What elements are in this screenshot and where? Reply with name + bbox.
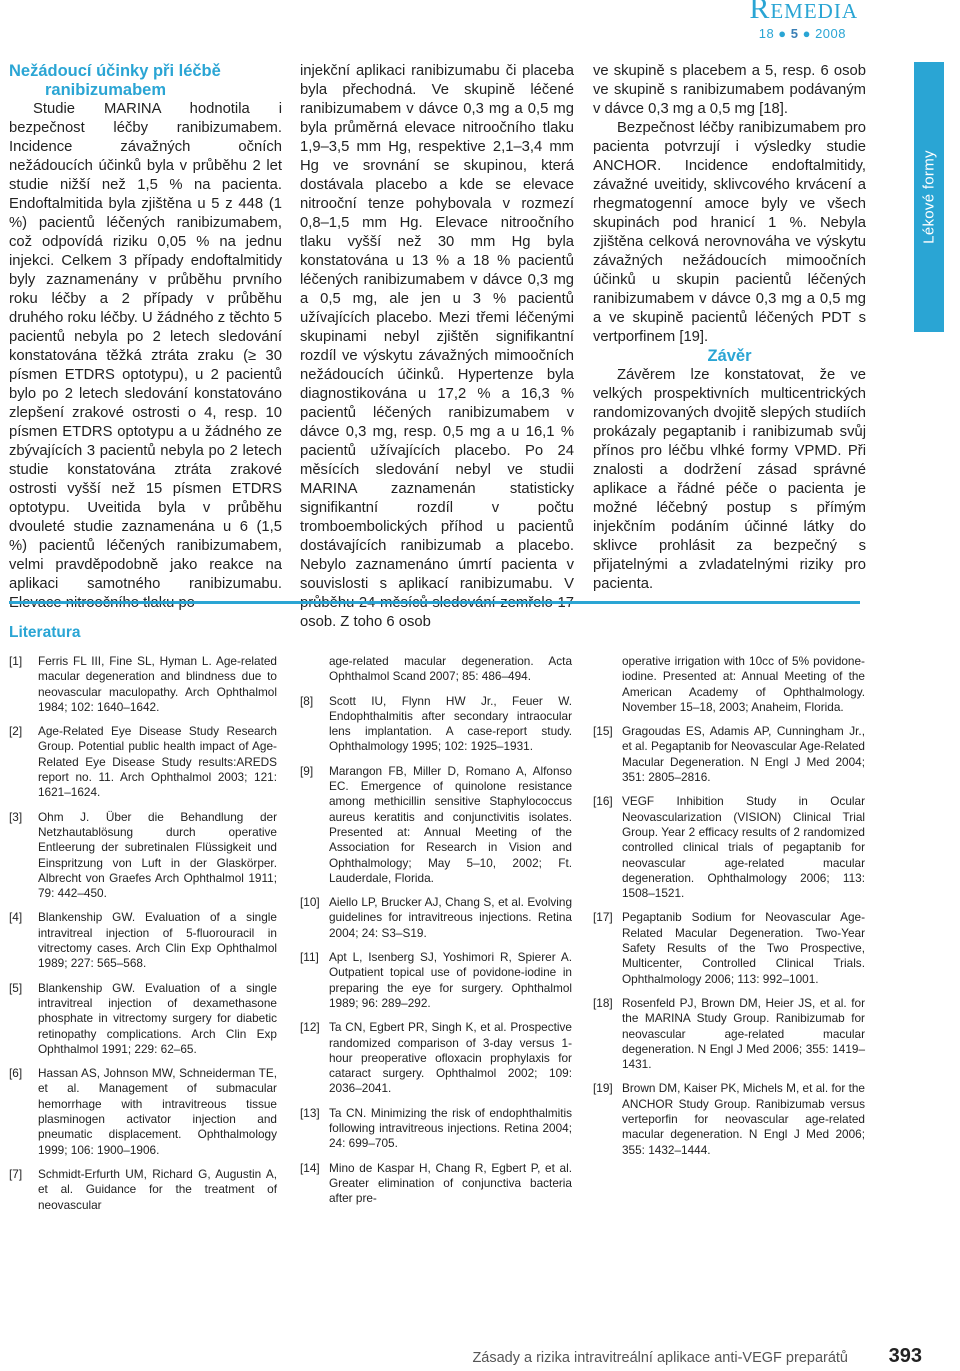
reference-text: Hassan AS, Johnson MW, Schneiderman TE, et al. Management of submacular hemorrhage with intravitreous tissue plasminogen activator injection and pneumatic displacement. Ophthalmology 1999; 106: 1900–1906. [38, 1066, 277, 1157]
literature-heading: Literatura [9, 624, 81, 641]
reference-number: [3] [9, 809, 23, 824]
reference-text: Blankenship GW. Evaluation of a single intravitreal injection of 5-fluorouracil in vitrectomy cases. Arch Clin Exp Ophthalmol 1989; 227: 565–568. [38, 910, 277, 971]
body-paragraph: Závěrem lze konstatovat, že ve velkých prospektivních multicentrických randomizovaných dvojitě slepých studiích prokázaly pegaptanib i ranibizumab svůj přínos pro léčbu vlhké formy VPMD. Při znalosti a dodržení zásad správné aplikace a řádné péče o pacienta je možné léčebný postup s přímým injekčním podáním účinné látky do sklivce prohlásit za bezpečný s přijatelnými a zvladatelnými riziky pro pacienta. [593, 367, 866, 592]
body-paragraph: injekční aplikaci ranibizumabu či placeba byla přechodná. Ve skupině léčené ranibizumabem v dávce 0,3 mg a 0,5 mg byla průměrná elevace nitroočního tlaku 1,9–3,5 mm Hg, respektive 2,1–3,4 mm Hg ve srovnání se skupinou, která dostávala placebo a kde se elevace nitrooční tenze pohybovala v rozmezí 0,8–1,5 mm Hg. Elevace nitroočního tlaku vyšší než 30 mm Hg byla konstatována u 13 % a 18 % pacientů léčených ranibizumabem v dávce 0,3 mg a 0,5 mg, ale jen u 3 % pacientů užívajících placebo. Mezi třemi léčenými skupinami nebyl zjištěn signifikantní rozdíl ve výskytu závažných mimoočních nežádoucích účinků. Hypertenze byla diagnostikována u 17,2 % a 16,3 % pacientů léčených ranibizumabem v dávce 0,3 mg, resp. 0,5 mg a u 16,1 % pacientů užívajících placebo. Po 24 měsících sledování nebyl ve studii MARINA zaznamenán statisticky signifikantní rozdíl v počtu tromboembolických příhod u pacientů dostávajících ranibizumab a placebo. Nebylo zaznamenáno úmrtí pacienta v souvislosti s aplikací ranibizumabu. V osob. Z toho 6 osob [300, 63, 574, 630]
reference-text: Schmidt-Erfurth UM, Richard G, Augustin A, et al. Guidance for the treatment of neovascular [38, 1166, 277, 1212]
issue-no: 5 [790, 26, 799, 41]
reference-item [593, 1081, 865, 1157]
section-heading [9, 62, 282, 100]
reference-text: Scott IU, Flynn HW Jr., Feuer W. Endophthalmitis after secondary intraocular lens implantation. A case-report study. Ophthalmology 1995; 102: 1925–1931. [329, 693, 572, 754]
reference-text: Ta CN, Egbert PR, Singh K, et al. Prospective randomized comparison of 3-day versus 1-hour preoperative ofloxacin prophylaxis for cataract surgery. Ophthalmol 2002; 109: 2036–2041. [329, 1020, 572, 1096]
reference-text: Ferris FL III, Fine SL, Hyman L. Age-related macular degeneration and blindness due to neovascular maculopathy. Arch Ophthalmol 1984; 102: 1640–1642. [38, 654, 277, 714]
reference-item [593, 794, 865, 901]
reference-text: Brown DM, Kaiser PK, Michels M, et al. for the ANCHOR Study Group. Ranibizumab versus verteporfin for neovascular age-related macular degeneration. N Engl J Med 2006; 355: 1432–1444. [622, 1081, 865, 1157]
section-tab [914, 62, 944, 332]
reference-item [9, 1167, 277, 1213]
reference-item [593, 996, 865, 1072]
reference-number: [7] [9, 1166, 23, 1181]
page-number: 393 [888, 1345, 922, 1367]
brand-logo: Remedia [749, 0, 858, 25]
reference-number: [17] [593, 910, 613, 925]
reference-text: Marangon FB, Miller D, Romano A, Alfonso EC. Emergence of quinolone resistance among methicillin sensitive Staphylococcus aureus keratitis and conjunctivitis isolates. Presented at: Annual Meeting of the Association for Research in Vision and Ophthalmology; May 5–10, 2002; Ft. Lauderdale, Florida. [329, 763, 572, 885]
reference-number: [10] [300, 895, 320, 910]
reference-item [300, 895, 572, 941]
reference-text: Apt L, Isenberg SJ, Yoshimori R, Spierer A. Outpatient topical use of povidone-iodine in preparing the eye for surgery. Ophthalmol 1989; 96: 289–292. [329, 950, 572, 1010]
issue-year: 2008 [815, 26, 846, 41]
reference-number: [5] [9, 980, 23, 995]
reference-item [300, 1106, 572, 1152]
article-column-3 [593, 62, 866, 594]
section-heading-conclusion: Závěr [707, 347, 752, 365]
issue-volume: 18 [758, 26, 775, 41]
reference-item [9, 724, 277, 800]
section-tab-label: Lékové formy [920, 150, 938, 244]
reference-item [300, 694, 572, 755]
reference-number: [14] [300, 1160, 320, 1175]
body-paragraph: Bezpečnost léčby ranibizumabem pro pacienta potvrzují i výsledky studie ANCHOR. Incidence endoftalmitidy, závažné uveitidy, sklivcového krvácení a rhegmatogenní amoce byly ve všech skupinách pod hranicí 1 %. Nebyla zjištěna celková nerovnováha ve výskytu závažných nežádoucích mimoočních účinků u skupin pacientů léčených ranibizumabem v dávce 0,3 mg a 0,5 mg a ve skupině pacientů léčených PDT s vertporfinem [19]. [593, 120, 866, 345]
reference-number: [2] [9, 724, 23, 739]
references-column-3 [593, 654, 865, 1167]
reference-item [300, 1161, 572, 1207]
article-column-2 [300, 62, 574, 632]
reference-number: [11] [300, 950, 319, 965]
issue-separator: ● [774, 26, 791, 41]
reference-item [300, 950, 572, 1011]
reference-item [9, 1066, 277, 1158]
reference-text: Mino de Kaspar H, Chang R, Egbert P, et al. Greater elimination of conjunctiva bacteria after pre- [329, 1160, 572, 1206]
reference-text: Blankenship GW. Evaluation of a single intravitreal injection of dexamethasone phosphate in vitrectomy surgery for diabetic retinopathy complications. Arch Clin Exp Ophthalmol 1991; 229: 62–65. [38, 980, 277, 1056]
article-column-1 [9, 62, 282, 613]
references-column-1 [9, 654, 277, 1222]
references-column-2 [300, 654, 572, 1216]
issue-separator: ● [798, 26, 816, 41]
reference-item [593, 654, 865, 715]
reference-number: [16] [593, 794, 613, 809]
reference-text: VEGF Inhibition Study in Ocular Neovascularization (VISION) Clinical Trial Group. Year 2 efficacy results of 2 randomized controlled clinical trials of pegaptanib for neovascular age-related macular degeneration. Ophthalmology 2006; 113: 1508–1521. [622, 794, 865, 901]
reference-item [9, 810, 277, 902]
reference-item [300, 654, 572, 685]
reference-item [300, 1020, 572, 1096]
reference-number: [12] [300, 1020, 320, 1035]
reference-number: [13] [300, 1105, 320, 1120]
heading-line-1: Nežádoucí účinky při léčbě [9, 62, 221, 80]
reference-number: [4] [9, 910, 23, 925]
reference-number: [8] [300, 693, 314, 708]
reference-text: Ohm J. Über die Behandlung der Netzhautablösung durch operative Entleerung der subretinalen Flüssigkeit und Einspritzung von Luft in der Glaskörper. Albrecht von Graefes Arch Ophthalmol 1911; 79: 442–450. [38, 809, 277, 901]
reference-item [593, 724, 865, 785]
reference-text: Aiello LP, Brucker AJ, Chang S, et al. Evolving guidelines for intravitreous injections. Retina 2004; 24: S3–S19. [329, 895, 572, 940]
reference-number: [1] [9, 654, 23, 668]
running-footer-title: Zásady a rizika intravitreální aplikace anti-VEGF preparátů [472, 1350, 848, 1366]
reference-number: [18] [593, 995, 613, 1010]
body-paragraph: Studie MARINA hodnotila i bezpečnost léčby ranibizumabem. Incidence závažných očních nežádoucích účinků byla v průběhu 2 let studie nižší než 1,5 % na pacienta. Endoftalmitida byla zjištěna u 5 z 448 (1 %) pacientů léčených ranibizumabem, což odpovídá riziku 0,05 % na jednu injekci. Celkem 3 případy endoftalmitidy byly zaznamenány v průběhu prvního roku léčby a 2 případy v průběhu druhého roku léčby. U žádného z těchto 5 pacientů nebyla po 2 letech sledování konstatována těžká ztráta zraku (≥ 30 písmen ETDRS optotypu), u 2 pacientů bylo po 2 letech sledování konstatováno zlepšení zrakové ostrosti o 4, resp. 10 písmen ETDRS optotypu a u žádného ze zbývajících 3 pacientů nebyla po 2 letech studie konstatována ztráta zrakové ostrosti vyšší než 15 písmen ETDRS optotypu. Uveitida byla v průběhu dvouleté studie zaznamenána u 6 (1,5 %) pacientů léčených ranibizumabem, velmi pravděpodobně jako reakce na aplikaci samotného ranibizumabu. [9, 101, 282, 592]
issue-number [759, 26, 846, 41]
reference-number: [9] [300, 763, 314, 778]
reference-text: age-related macular degeneration. Acta Ophthalmol Scand 2007; 85: 486–494. [329, 654, 572, 684]
reference-text: Pegaptanib Sodium for Neovascular Age-Related Macular Degeneration. Two-Year Safety Results of the Two Prospective, Multicenter, Controlled Clinical Trials. Ophthalmology 2006; 113: 992–1001. [622, 910, 865, 986]
reference-text: Gragoudas ES, Adamis AP, Cunningham Jr., et al. Pegaptanib for Neovascular Age-Related Macular Degeneration. N Engl J Med 2004; 351: 2805–2816. [622, 724, 865, 785]
reference-number: [15] [593, 724, 613, 739]
reference-text: Rosenfeld PJ, Brown DM, Heier JS, et al. for the MARINA Study Group. Ranibizumab for neovascular age-related macular degeneration. N Engl J Med 2006; 355: 1419–1431. [622, 995, 865, 1072]
reference-item [300, 764, 572, 886]
reference-item [9, 910, 277, 971]
section-divider [9, 601, 860, 604]
reference-text: Age-Related Eye Disease Study Research Group. Potential public health impact of Age-Related Eye Disease Study results:AREDS report no. 11. Arch Ophthalmol 2003; 121: 1621–1624. [38, 724, 277, 800]
reference-item [9, 654, 277, 715]
heading-line-2: ranibizumabem [45, 81, 167, 99]
reference-item [593, 910, 865, 986]
reference-text: Ta CN. Minimizing the risk of endophthalmitis following intravitreous injections. Retina 2004; 24: 699–705. [329, 1105, 572, 1151]
reference-number: [6] [9, 1066, 23, 1081]
reference-text: operative irrigation with 10cc of 5% povidone-iodine. Presented at: Annual Meeting of the American Academy of Ophthalmology. November 15–18, 2003; Anaheim, Florida. [622, 654, 865, 714]
body-paragraph: ve skupině s placebem a 5, resp. 6 osob ve skupině s ranibizumabem podávaným v dávce 0,3 mg a 0,5 mg [18]. [593, 63, 866, 117]
reference-number: [19] [593, 1081, 613, 1096]
reference-item [9, 981, 277, 1057]
